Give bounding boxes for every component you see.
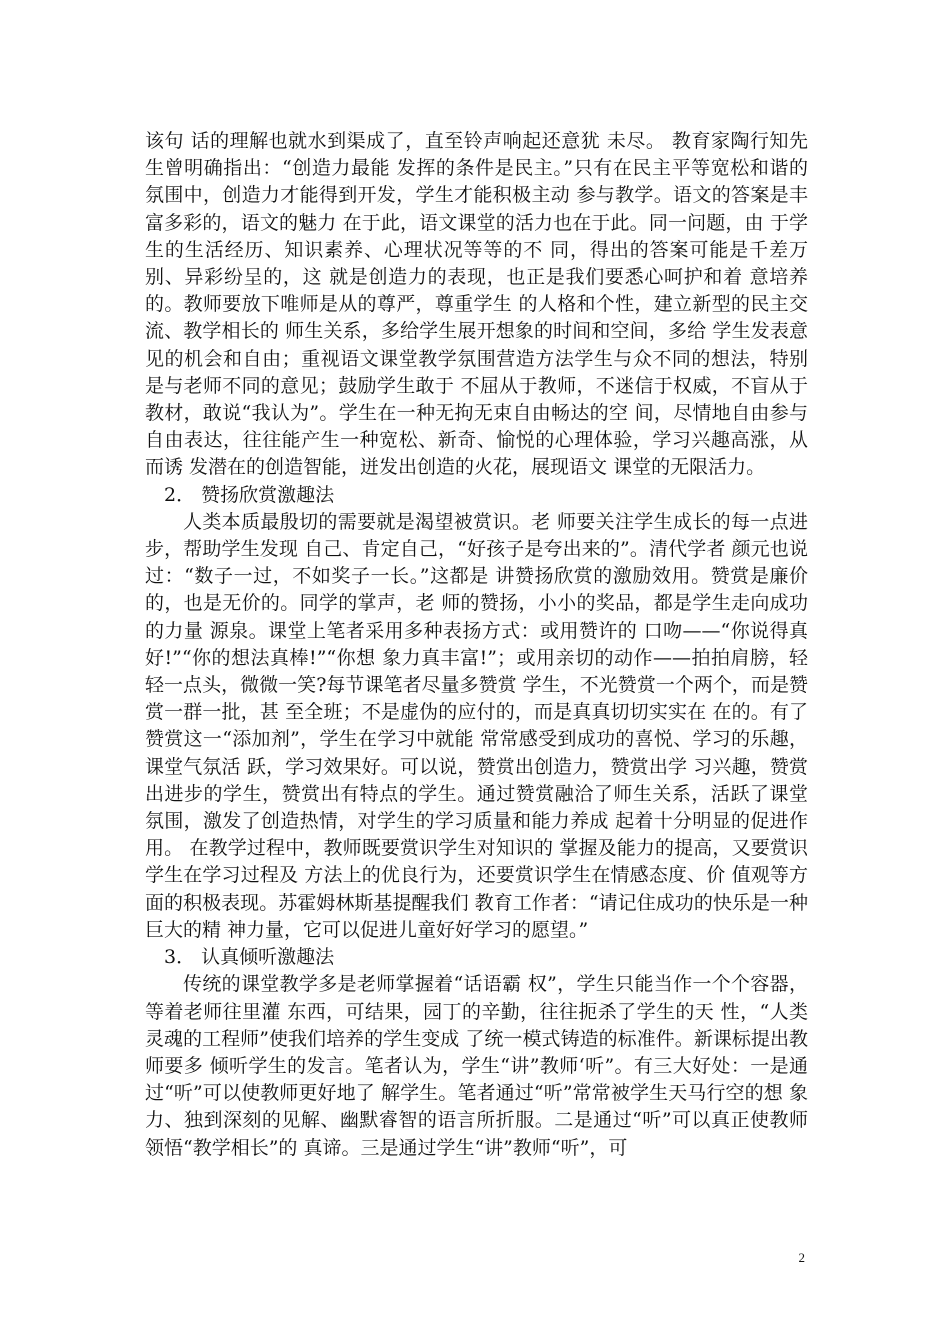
section-heading-praise: 2． 赞扬欣赏激趣法 xyxy=(164,483,335,506)
paragraph-praise-appreciation: 人类本质最殷切的需要就是渴望被赏识。老 师要关注学生成长的每一点进步，帮助学生发现 自己、肯定自己，“好孩子是夸出来的”。清代学者 颜元也说过：“数子一过，不如奖子一长。”这都是 讲赞扬欣赏的激励效用。赞赏是廉价的，也是无价的。同学的掌声，老 师的赞扬，小小的奖品，都是学生走向成功的力量 源泉。课堂上笔者采用多种表扬方式：或用赞许的 口吻——“你说得真好!”“你的想法真棒!”“你想 象力真丰富!”；或用亲切的动作——拍拍肩膀，轻 轻一点头，微微一笑?每节课笔者尽量多赞赏 学生，不光赞赏一个两个，而是赞赏一群一批，甚 至全班；不是虚伪的应付的，而是真真切切实实在 在的。有了赞赏这一“添加剂”，学生在学习中就能 常常感受到成功的喜悦、学习的乐趣，课堂气氛活 跃，学习效果好。可以说，赞赏出创造力，赞赏出学 习兴趣，赞赏出进步的学生，赞赏出有特点的学生。通过赞赏融洽了师生关系，活跃了课堂氛围，激发了创造热情，对学生的学习质量和能力养成 起着十分明显的促进作用。 在教学过程中，教师既要赏识学生对知识的 掌握及能力的提高，又要赏识学生在学习过程及 方法上的优良行为，还要赏识学生在情感态度、价 值观等方面的积极表现。苏霍姆林斯基提醒我们 教育工作者：“请记住成功的快乐是一种巨大的精 神力量，它可以促进儿童好好学习的愿望。” xyxy=(145,510,808,941)
page-number: 2 xyxy=(798,1250,805,1265)
paragraph-listening: 传统的课堂教学多是老师掌握着“话语霸 权”，学生只能当作一个个容器，等着老师往里灌 东西，可结果，园丁的辛勤，往往扼杀了学生的天 性，“人类灵魂的工程师”使我们培养的学生变成 了统一模式铸造的标准件。新课标提出教师要多 倾听学生的发言。笔者认为，学生“讲”教师‘听”。有三大好处：一是通过“听”可以使教师更好地了 解学生。笔者通过“听”常常被学生天马行空的想 象力、独到深刻的见解、幽默睿智的语言所折服。二是通过“听”可以真正使教师领悟“教学相长”的 真谛。三是通过学生“讲”教师“听”，可 xyxy=(145,973,808,1159)
section-heading-listening: 3． 认真倾听激趣法 xyxy=(164,946,335,969)
document-body xyxy=(145,128,808,1162)
paragraph-creativity-democracy: 该句 话的理解也就水到渠成了，直至铃声响起还意犹 未尽。 教育家陶行知先生曾明确指出：“创造力最能 发挥的条件是民主。”只有在民主平等宽松和谐的 氛围中，创造力才能得到开发，学生才能积极主动 参与教学。语文的答案是丰富多彩的，语文的魅力 在于此，语文课堂的活力也在于此。同一问题，由 于学生的生活经历、知识素养、心理状况等等的不 同，得出的答案可能是千差万别、异彩纷呈的，这 就是创造力的表现，也正是我们要悉心呵护和着 意培养的。教师要放下唯师是从的尊严，尊重学生 的人格和个性，建立新型的民主交流、教学相长的 师生关系，多给学生展开想象的时间和空间，多给 学生发表意见的机会和自由；重视语文课堂教学氛围营造方法学生与众不同的想法，特别是与老师不同的意见；鼓励学生敢于 不屈从于教师，不迷信于权威，不盲从于教材，敢说“我认为”。学生在一种无拘无束自由畅达的空 间，尽情地自由参与自由表达，往往能产生一种宽松、新奇、愉悦的心理体验，学习兴趣高涨，从而诱 发潜在的创造智能，迸发出创造的火花，展现语文 课堂的无限活力。 xyxy=(145,130,808,479)
